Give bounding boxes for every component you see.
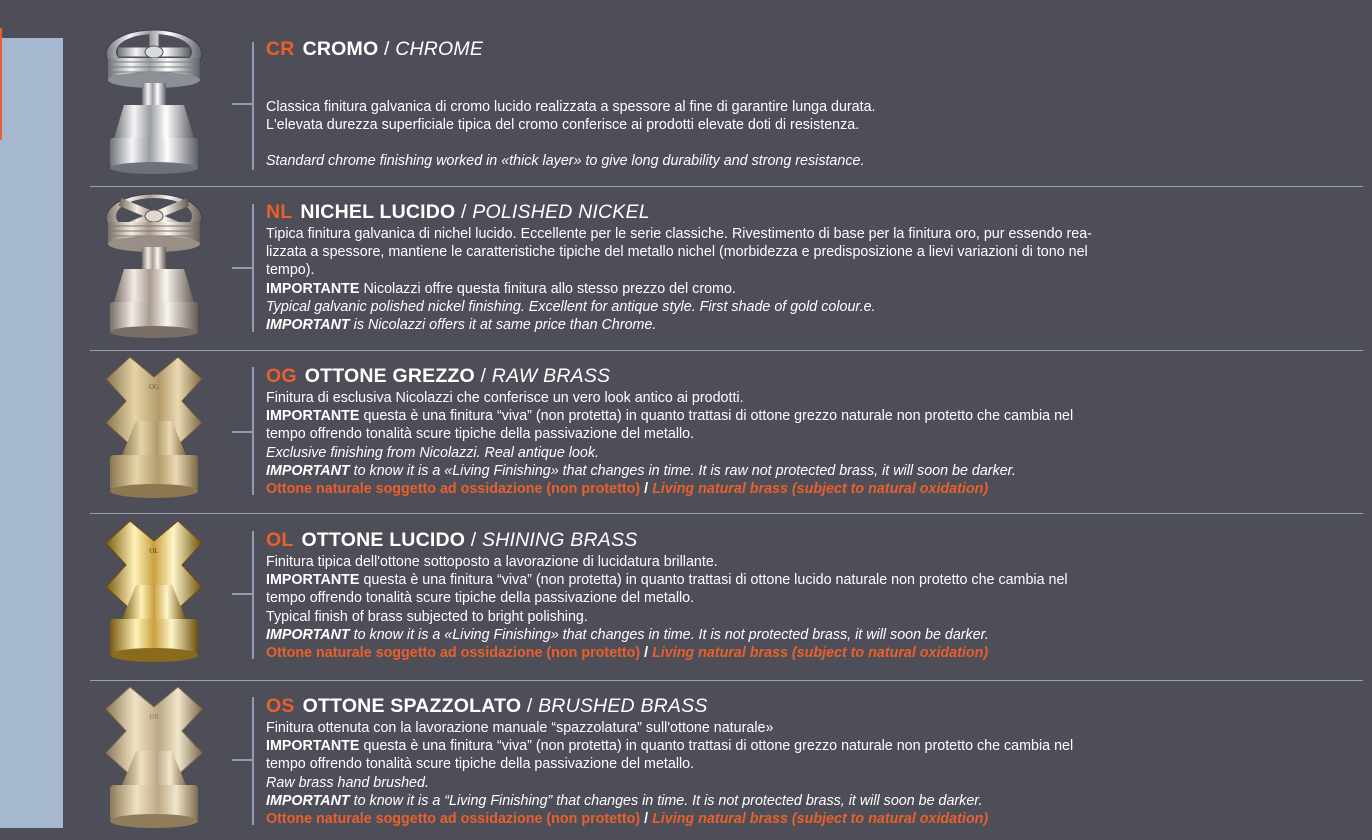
finish-name-en: RAW BRASS — [491, 365, 611, 387]
bracket-tick — [232, 103, 252, 105]
important-line-en — [266, 626, 1361, 644]
handle-mark: OG — [148, 383, 160, 391]
desc-line: Classica finitura galvanica di cromo lucido realizzata a spessore al fine di garantire lunga durata. — [266, 99, 876, 115]
finish-text-og — [266, 363, 1361, 498]
handle-mark: OL — [149, 547, 159, 555]
finish-heading — [266, 36, 1361, 62]
oxidation-note — [266, 480, 1361, 498]
note-en: Living natural brass (subject to natural oxidation) — [652, 811, 989, 828]
finish-section-os — [90, 683, 1363, 840]
finish-text-cr — [266, 36, 1361, 171]
finish-name-it: OTTONE SPAZZOLATO — [302, 695, 522, 717]
finish-description — [266, 98, 1361, 171]
important-text: questa è una finitura “viva” (non protetta) in quanto trattasi di ottone grezzo naturale non protetto che cambia nel — [363, 408, 1074, 425]
finish-code: NL — [266, 201, 293, 223]
note-it: Ottone naturale soggetto ad ossidazione (non protetto) — [266, 811, 641, 828]
section-divider — [90, 186, 1363, 187]
desc-line: tempo offrendo tonalità scure tipiche della passivazione del metallo. — [266, 426, 695, 443]
important-text-en: to know it is a «Living Finishing» that changes in time. It is raw not protected brass, it will soon be darker. — [353, 462, 1016, 479]
finish-name-it: CROMO — [302, 38, 379, 60]
bracket-line — [252, 42, 254, 170]
important-label: IMPORTANTE — [266, 280, 360, 297]
bracket-tick — [232, 431, 252, 433]
desc-line: Finitura tipica dell'ottone sottoposto a lavorazione di lucidatura brillante. — [266, 554, 718, 570]
finish-section-nl — [90, 190, 1363, 348]
important-line — [266, 407, 1361, 425]
important-label-en: IMPORTANT — [266, 462, 350, 479]
heading-separator: / — [480, 365, 487, 387]
note-en: Living natural brass (subject to natural oxidation) — [652, 645, 989, 662]
desc-line: tempo). — [266, 262, 315, 279]
desc-line-en: Raw brass hand brushed. — [266, 774, 429, 791]
finish-name-it: OTTONE GREZZO — [304, 365, 475, 387]
finish-heading — [266, 363, 1361, 389]
handle-mark: OS — [149, 713, 159, 721]
desc-line-en: Typical galvanic polished nickel finishing. Excellent for antique style. First shade of gold colour.e. — [266, 298, 876, 315]
brushed-brass-cross-handle-icon — [102, 685, 206, 831]
note-it: Ottone naturale soggetto ad ossidazione (non protetto) — [266, 645, 641, 662]
finish-description — [266, 225, 1361, 334]
important-line-en — [266, 462, 1361, 480]
finish-heading — [266, 199, 1361, 225]
desc-line: Tipica finitura galvanica di nichel lucido. Eccellente per le serie classiche. Rivestimento di base per la finitura oro, pur essendo rea- — [266, 226, 1092, 242]
finish-code: CR — [266, 38, 295, 60]
bracket-tick — [232, 759, 252, 761]
heading-separator: / — [461, 201, 467, 223]
finish-code: OG — [266, 365, 297, 387]
finish-section-og — [90, 353, 1363, 511]
finish-section-ol — [90, 517, 1363, 675]
important-label-en: IMPORTANT — [266, 317, 350, 334]
oxidation-note — [266, 810, 1361, 828]
finish-description — [266, 553, 1361, 662]
desc-line: lizzata a spessore, mantiene le caratteristiche tipiche del metallo nichel (morbidezza e predisposizione a lievi variazioni di tono nel — [266, 244, 1088, 261]
bracket-line — [252, 204, 254, 332]
left-color-strip — [0, 38, 63, 828]
desc-line-en: Standard chrome finishing worked in «thick layer» to give long durability and strong resistance. — [266, 153, 865, 170]
note-separator: / — [644, 645, 649, 662]
important-line — [266, 571, 1361, 589]
important-text-en: to know it is a “Living Finishing” that changes in time. It is not protected brass, it will soon be darker. — [353, 792, 983, 809]
finish-description — [266, 389, 1361, 498]
important-line-en — [266, 792, 1361, 810]
finish-code: OL — [266, 529, 294, 551]
finish-name-en: BRUSHED BRASS — [538, 695, 708, 717]
nickel-wheel-handle-icon — [102, 192, 206, 338]
oxidation-note — [266, 644, 1361, 662]
finish-name-it: OTTONE LUCIDO — [301, 529, 466, 551]
desc-line-en: Typical finish of brass subjected to bright polishing. — [266, 608, 588, 625]
bracket-tick — [232, 593, 252, 595]
finish-heading — [266, 693, 1361, 719]
note-it: Ottone naturale soggetto ad ossidazione (non protetto) — [266, 481, 641, 498]
left-accent-bar — [0, 28, 2, 140]
finish-name-en: POLISHED NICKEL — [472, 201, 650, 223]
finish-code: OS — [266, 695, 295, 717]
important-text: questa è una finitura “viva” (non protetta) in quanto trattasi di ottone grezzo naturale non protetto che cambia nel — [363, 738, 1074, 755]
desc-line: Finitura di esclusiva Nicolazzi che conferisce un vero look antico ai prodotti. — [266, 390, 744, 406]
desc-line: Finitura ottenuta con la lavorazione manuale “spazzolatura” sull'ottone naturale» — [266, 720, 774, 736]
finish-text-ol — [266, 527, 1361, 662]
finish-name-it: NICHEL LUCIDO — [300, 201, 456, 223]
finish-heading — [266, 527, 1361, 553]
chrome-wheel-handle-icon — [102, 28, 206, 174]
important-line-en — [266, 316, 1361, 334]
section-divider — [90, 680, 1363, 681]
note-separator: / — [644, 811, 649, 828]
important-label: IMPORTANTE — [266, 408, 360, 425]
bracket-tick — [232, 267, 252, 269]
important-label: IMPORTANTE — [266, 738, 360, 755]
desc-line: tempo offrendo tonalità scure tipiche della passivazione del metallo. — [266, 590, 695, 607]
heading-separator: / — [470, 529, 477, 551]
heading-separator: / — [526, 695, 533, 717]
bracket-line — [252, 531, 254, 659]
important-label-en: IMPORTANT — [266, 626, 350, 643]
important-text: questa è una finitura “viva” (non protetta) in quanto trattasi di ottone lucido naturale non protetto che cambia nel — [363, 572, 1068, 589]
bracket-line — [252, 367, 254, 495]
important-line — [266, 737, 1361, 755]
important-label: IMPORTANTE — [266, 572, 360, 589]
raw-brass-cross-handle-icon — [102, 355, 206, 501]
finish-section-cr — [90, 28, 1363, 186]
shining-brass-cross-handle-icon — [102, 519, 206, 665]
note-en: Living natural brass (subject to natural oxidation) — [652, 481, 989, 498]
important-label-en: IMPORTANT — [266, 792, 350, 809]
important-text: Nicolazzi offre questa finitura allo stesso prezzo del cromo. — [363, 280, 736, 297]
desc-line: tempo offrendo tonalità scure tipiche della passivazione del metallo. — [266, 756, 695, 773]
note-separator: / — [644, 481, 649, 498]
finish-text-nl — [266, 199, 1361, 334]
finish-description — [266, 719, 1361, 828]
section-divider — [90, 513, 1363, 514]
finish-name-en: SHINING BRASS — [482, 529, 638, 551]
heading-separator: / — [383, 38, 390, 60]
important-text-en: is Nicolazzi offers it at same price than Chrome. — [353, 317, 657, 334]
desc-line-en: Exclusive finishing from Nicolazzi. Real antique look. — [266, 444, 599, 461]
important-text-en: to know it is a «Living Finishing» that changes in time. It is not protected brass, it will soon be darker. — [353, 626, 989, 643]
finish-name-en: CHROME — [395, 38, 484, 60]
bracket-line — [252, 697, 254, 825]
desc-line: L'elevata durezza superficiale tipica del cromo conferisce ai prodotti elevate doti di resistenza. — [266, 117, 860, 134]
finish-text-os — [266, 693, 1361, 828]
important-line — [266, 280, 1361, 298]
section-divider — [90, 350, 1363, 351]
